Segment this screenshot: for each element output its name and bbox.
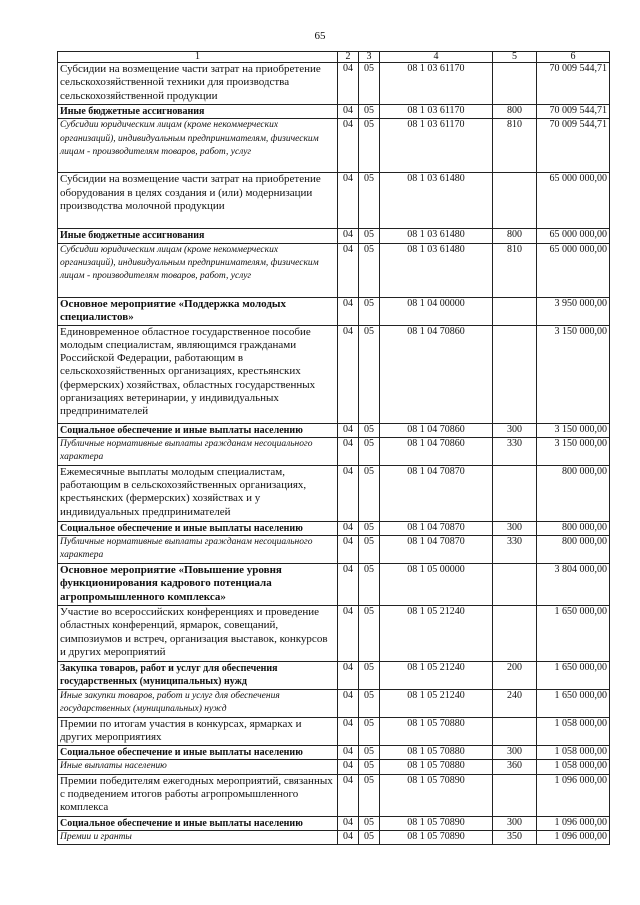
row-subsection-cell: 05 xyxy=(359,243,380,297)
row-subsection-cell: 05 xyxy=(359,606,380,662)
row-expense-type-cell xyxy=(493,325,537,423)
row-subsection-cell: 05 xyxy=(359,564,380,606)
row-amount-cell: 70 009 544,71 xyxy=(537,63,610,105)
row-amount-cell: 1 096 000,00 xyxy=(537,774,610,816)
row-name-cell: Публичные нормативные выплаты гражданам несоциального характера xyxy=(58,437,338,465)
row-target-code-cell: 08 1 05 70890 xyxy=(380,774,493,816)
row-amount-cell: 1 650 000,00 xyxy=(537,690,610,718)
row-section-cell: 04 xyxy=(338,297,359,325)
row-section-cell: 04 xyxy=(338,63,359,105)
row-amount-cell: 3 150 000,00 xyxy=(537,437,610,465)
row-subsection-cell: 05 xyxy=(359,297,380,325)
row-amount-cell: 1 096 000,00 xyxy=(537,831,610,845)
row-subsection-cell: 05 xyxy=(359,536,380,564)
row-expense-type-cell: 300 xyxy=(493,521,537,535)
row-expense-type-cell: 810 xyxy=(493,119,537,173)
row-section-cell: 04 xyxy=(338,831,359,845)
row-subsection-cell: 05 xyxy=(359,746,380,760)
row-name-cell: Участие во всероссийских конференциях и проведение областных конференций, ярмарок, совещаний, симпозиумов и встреч, организация выставок, конкурсов и других мероприятий xyxy=(58,606,338,662)
row-expense-type-cell xyxy=(493,718,537,746)
row-section-cell: 04 xyxy=(338,718,359,746)
row-name-cell: Иные закупки товаров, работ и услуг для обеспечения государственных (муниципальных) нужд xyxy=(58,690,338,718)
row-amount-cell: 3 150 000,00 xyxy=(537,325,610,423)
row-expense-type-cell: 330 xyxy=(493,536,537,564)
row-amount-cell: 800 000,00 xyxy=(537,465,610,521)
table-row xyxy=(58,297,610,325)
row-name-cell: Социальное обеспечение и иные выплаты населению xyxy=(58,816,338,830)
row-section-cell: 04 xyxy=(338,564,359,606)
row-amount-cell: 1 058 000,00 xyxy=(537,760,610,774)
row-amount-cell: 65 000 000,00 xyxy=(537,243,610,297)
row-expense-type-cell: 810 xyxy=(493,243,537,297)
row-expense-type-cell: 350 xyxy=(493,831,537,845)
row-name-cell: Субсидии юридическим лицам (кроме некоммерческих организаций), индивидуальным предпринимателям, физическим лицам - производителям товаров, работ, услуг xyxy=(58,243,338,297)
table-row xyxy=(58,119,610,173)
row-name-cell: Премии и гранты xyxy=(58,831,338,845)
table-row xyxy=(58,718,610,746)
row-section-cell: 04 xyxy=(338,229,359,243)
table-row xyxy=(58,229,610,243)
row-section-cell: 04 xyxy=(338,243,359,297)
row-expense-type-cell: 800 xyxy=(493,229,537,243)
header-col-2: 2 xyxy=(338,52,359,63)
row-expense-type-cell xyxy=(493,564,537,606)
table-row xyxy=(58,63,610,105)
header-row xyxy=(58,52,610,63)
row-subsection-cell: 05 xyxy=(359,423,380,437)
table-row xyxy=(58,243,610,297)
row-target-code-cell: 08 1 05 70890 xyxy=(380,816,493,830)
row-amount-cell: 1 058 000,00 xyxy=(537,718,610,746)
row-name-cell: Премии победителям ежегодных мероприятий, связанных с подведением итогов работы агропромышленного комплекса xyxy=(58,774,338,816)
row-name-cell: Иные бюджетные ассигнования xyxy=(58,105,338,119)
row-amount-cell: 1 058 000,00 xyxy=(537,746,610,760)
row-name-cell: Ежемесячные выплаты молодым специалистам, работающим в сельскохозяйственных организациях, крестьянских (фермерских) хозяйствах и у индивидуальных предпринимателей xyxy=(58,465,338,521)
row-expense-type-cell: 200 xyxy=(493,662,537,690)
row-subsection-cell: 05 xyxy=(359,662,380,690)
row-amount-cell: 70 009 544,71 xyxy=(537,119,610,173)
row-expense-type-cell xyxy=(493,606,537,662)
row-section-cell: 04 xyxy=(338,465,359,521)
table-row xyxy=(58,465,610,521)
row-amount-cell: 1 650 000,00 xyxy=(537,662,610,690)
row-name-cell: Субсидии на возмещение части затрат на приобретение оборудования в целях создания и (или) модернизации производства молочной продукции xyxy=(58,173,338,229)
row-subsection-cell: 05 xyxy=(359,119,380,173)
table-row xyxy=(58,760,610,774)
row-target-code-cell: 08 1 05 21240 xyxy=(380,662,493,690)
row-target-code-cell: 08 1 04 70870 xyxy=(380,521,493,535)
row-name-cell: Социальное обеспечение и иные выплаты населению xyxy=(58,746,338,760)
row-section-cell: 04 xyxy=(338,662,359,690)
row-target-code-cell: 08 1 03 61170 xyxy=(380,105,493,119)
row-section-cell: 04 xyxy=(338,437,359,465)
row-section-cell: 04 xyxy=(338,774,359,816)
row-target-code-cell: 08 1 05 70890 xyxy=(380,831,493,845)
row-subsection-cell: 05 xyxy=(359,63,380,105)
row-name-cell: Иные выплаты населению xyxy=(58,760,338,774)
table-row xyxy=(58,173,610,229)
header-col-3: 3 xyxy=(359,52,380,63)
row-target-code-cell: 08 1 04 70860 xyxy=(380,437,493,465)
row-target-code-cell: 08 1 05 21240 xyxy=(380,606,493,662)
row-name-cell: Публичные нормативные выплаты гражданам несоциального характера xyxy=(58,536,338,564)
row-section-cell: 04 xyxy=(338,536,359,564)
row-target-code-cell: 08 1 03 61480 xyxy=(380,229,493,243)
row-target-code-cell: 08 1 05 00000 xyxy=(380,564,493,606)
table-row xyxy=(58,831,610,845)
row-expense-type-cell: 240 xyxy=(493,690,537,718)
row-target-code-cell: 08 1 04 70860 xyxy=(380,423,493,437)
row-amount-cell: 1 096 000,00 xyxy=(537,816,610,830)
row-name-cell: Субсидии юридическим лицам (кроме некоммерческих организаций), индивидуальным предпринимателям, физическим лицам - производителям товаров, работ, услуг xyxy=(58,119,338,173)
header-col-4: 4 xyxy=(380,52,493,63)
table-row xyxy=(58,423,610,437)
row-expense-type-cell: 300 xyxy=(493,746,537,760)
row-amount-cell: 1 650 000,00 xyxy=(537,606,610,662)
row-target-code-cell: 08 1 04 00000 xyxy=(380,297,493,325)
row-subsection-cell: 05 xyxy=(359,774,380,816)
row-subsection-cell: 05 xyxy=(359,760,380,774)
row-expense-type-cell: 300 xyxy=(493,816,537,830)
row-target-code-cell: 08 1 03 61170 xyxy=(380,63,493,105)
row-amount-cell: 3 150 000,00 xyxy=(537,423,610,437)
row-section-cell: 04 xyxy=(338,746,359,760)
row-name-cell: Основное мероприятие «Повышение уровня функционирования кадрового потенциала агропромышленного комплекса» xyxy=(58,564,338,606)
row-section-cell: 04 xyxy=(338,690,359,718)
table-row xyxy=(58,662,610,690)
row-subsection-cell: 05 xyxy=(359,831,380,845)
row-section-cell: 04 xyxy=(338,521,359,535)
row-section-cell: 04 xyxy=(338,173,359,229)
row-amount-cell: 3 804 000,00 xyxy=(537,564,610,606)
page-number: 65 xyxy=(314,30,326,42)
row-subsection-cell: 05 xyxy=(359,718,380,746)
row-target-code-cell: 08 1 04 70860 xyxy=(380,325,493,423)
row-subsection-cell: 05 xyxy=(359,105,380,119)
row-amount-cell: 3 950 000,00 xyxy=(537,297,610,325)
row-subsection-cell: 05 xyxy=(359,173,380,229)
row-name-cell: Социальное обеспечение и иные выплаты населению xyxy=(58,521,338,535)
row-expense-type-cell: 360 xyxy=(493,760,537,774)
row-amount-cell: 800 000,00 xyxy=(537,521,610,535)
row-expense-type-cell: 300 xyxy=(493,423,537,437)
row-target-code-cell: 08 1 04 70870 xyxy=(380,536,493,564)
row-target-code-cell: 08 1 05 70880 xyxy=(380,718,493,746)
table-row xyxy=(58,325,610,423)
row-subsection-cell: 05 xyxy=(359,437,380,465)
row-target-code-cell: 08 1 05 21240 xyxy=(380,690,493,718)
row-name-cell: Закупка товаров, работ и услуг для обеспечения государственных (муниципальных) нужд xyxy=(58,662,338,690)
budget-table xyxy=(57,51,610,845)
row-subsection-cell: 05 xyxy=(359,690,380,718)
row-name-cell: Иные бюджетные ассигнования xyxy=(58,229,338,243)
row-expense-type-cell: 800 xyxy=(493,105,537,119)
row-target-code-cell: 08 1 03 61170 xyxy=(380,119,493,173)
table-row xyxy=(58,690,610,718)
row-name-cell: Социальное обеспечение и иные выплаты населению xyxy=(58,423,338,437)
row-expense-type-cell xyxy=(493,465,537,521)
row-name-cell: Основное мероприятие «Поддержка молодых специалистов» xyxy=(58,297,338,325)
table-row xyxy=(58,816,610,830)
table-row xyxy=(58,606,610,662)
row-subsection-cell: 05 xyxy=(359,229,380,243)
row-expense-type-cell xyxy=(493,297,537,325)
row-amount-cell: 800 000,00 xyxy=(537,536,610,564)
row-target-code-cell: 08 1 05 70880 xyxy=(380,746,493,760)
row-expense-type-cell: 330 xyxy=(493,437,537,465)
row-subsection-cell: 05 xyxy=(359,325,380,423)
table-row xyxy=(58,437,610,465)
row-section-cell: 04 xyxy=(338,606,359,662)
row-target-code-cell: 08 1 03 61480 xyxy=(380,243,493,297)
table-row xyxy=(58,564,610,606)
table-row xyxy=(58,774,610,816)
header-col-6: 6 xyxy=(537,52,610,63)
row-target-code-cell: 08 1 05 70880 xyxy=(380,760,493,774)
row-name-cell: Единовременное областное государственное пособие молодым специалистам, являющимся гражданами Российской Федерации, работающим в сельскохозяйственных организациях, крестьянских (фермерских) хозяйствах, областных государственных организациях ветеринарии, у индивидуальных предпринимателей xyxy=(58,325,338,423)
row-target-code-cell: 08 1 04 70870 xyxy=(380,465,493,521)
row-name-cell: Премии по итогам участия в конкурсах, ярмарках и других мероприятиях xyxy=(58,718,338,746)
row-expense-type-cell xyxy=(493,173,537,229)
table-row xyxy=(58,105,610,119)
row-subsection-cell: 05 xyxy=(359,521,380,535)
row-expense-type-cell xyxy=(493,774,537,816)
header-col-5: 5 xyxy=(493,52,537,63)
row-section-cell: 04 xyxy=(338,119,359,173)
header-col-1: 1 xyxy=(58,52,338,63)
row-section-cell: 04 xyxy=(338,760,359,774)
table-row xyxy=(58,536,610,564)
row-expense-type-cell xyxy=(493,63,537,105)
row-section-cell: 04 xyxy=(338,423,359,437)
row-amount-cell: 70 009 544,71 xyxy=(537,105,610,119)
table-body xyxy=(58,63,610,845)
row-section-cell: 04 xyxy=(338,816,359,830)
table-row xyxy=(58,521,610,535)
row-name-cell: Субсидии на возмещение части затрат на приобретение сельскохозяйственной техники для производства сельскохозяйственной продукции xyxy=(58,63,338,105)
row-amount-cell: 65 000 000,00 xyxy=(537,173,610,229)
row-subsection-cell: 05 xyxy=(359,465,380,521)
row-subsection-cell: 05 xyxy=(359,816,380,830)
row-amount-cell: 65 000 000,00 xyxy=(537,229,610,243)
row-target-code-cell: 08 1 03 61480 xyxy=(380,173,493,229)
row-section-cell: 04 xyxy=(338,325,359,423)
row-section-cell: 04 xyxy=(338,105,359,119)
table-row xyxy=(58,746,610,760)
